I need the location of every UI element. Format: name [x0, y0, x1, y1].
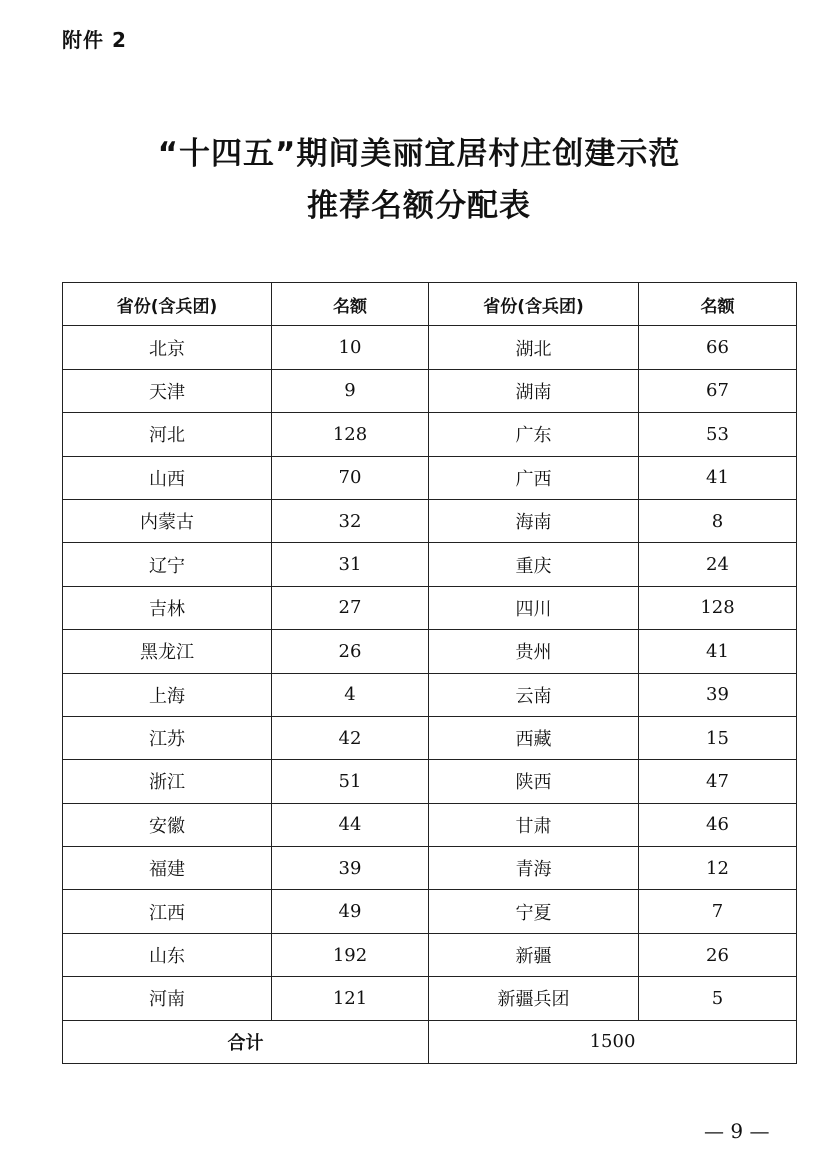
table-row: [63, 673, 797, 716]
table-row: [63, 543, 797, 586]
cell-quota-right: 15: [639, 716, 797, 759]
cell-quota-right: 26: [639, 933, 797, 976]
document-title-line-1: “十四五”期间美丽宜居村庄创建示范: [157, 136, 681, 172]
cell-quota-left: 70: [272, 456, 429, 499]
table-row: [63, 933, 797, 976]
cell-quota-right: 7: [639, 890, 797, 933]
total-label: 合计: [63, 1020, 429, 1063]
table-row: [63, 499, 797, 542]
cell-province-left: 河南: [63, 977, 272, 1020]
cell-quota-left: 32: [272, 499, 429, 542]
attachment-label: 附件 2: [62, 28, 127, 52]
cell-province-left: 浙江: [63, 760, 272, 803]
cell-quota-right: 47: [639, 760, 797, 803]
cell-province-right: 新疆兵团: [429, 977, 639, 1020]
cell-quota-left: 121: [272, 977, 429, 1020]
cell-quota-right: 67: [639, 369, 797, 412]
cell-quota-right: 66: [639, 326, 797, 369]
cell-province-left: 天津: [63, 369, 272, 412]
table-row: [63, 586, 797, 629]
page-number: — 9 —: [704, 1119, 770, 1143]
cell-quota-right: 41: [639, 456, 797, 499]
total-value: 1500: [429, 1020, 797, 1063]
cell-province-right: 甘肃: [429, 803, 639, 846]
cell-province-left: 山东: [63, 933, 272, 976]
cell-quota-left: 51: [272, 760, 429, 803]
cell-province-right: 西藏: [429, 716, 639, 759]
table-row: [63, 369, 797, 412]
table-row: [63, 456, 797, 499]
table-row: [63, 760, 797, 803]
table-row: [63, 326, 797, 369]
cell-province-right: 新疆: [429, 933, 639, 976]
quota-allocation-table: [62, 282, 797, 1064]
cell-province-right: 陕西: [429, 760, 639, 803]
table-body: [63, 326, 797, 1020]
cell-province-right: 广西: [429, 456, 639, 499]
cell-quota-right: 8: [639, 499, 797, 542]
cell-province-left: 内蒙古: [63, 499, 272, 542]
cell-quota-left: 192: [272, 933, 429, 976]
cell-province-right: 四川: [429, 586, 639, 629]
cell-quota-left: 27: [272, 586, 429, 629]
cell-quota-left: 9: [272, 369, 429, 412]
cell-quota-left: 49: [272, 890, 429, 933]
header-quota-left: 名额: [272, 283, 429, 326]
cell-quota-left: 4: [272, 673, 429, 716]
cell-province-right: 海南: [429, 499, 639, 542]
cell-province-left: 安徽: [63, 803, 272, 846]
cell-quota-right: 12: [639, 847, 797, 890]
table-row: [63, 630, 797, 673]
cell-quota-right: 41: [639, 630, 797, 673]
cell-quota-left: 26: [272, 630, 429, 673]
cell-province-left: 江苏: [63, 716, 272, 759]
cell-quota-right: 53: [639, 413, 797, 456]
cell-province-left: 福建: [63, 847, 272, 890]
header-province-left: 省份(含兵团): [63, 283, 272, 326]
cell-province-left: 辽宁: [63, 543, 272, 586]
cell-province-left: 江西: [63, 890, 272, 933]
cell-quota-left: 31: [272, 543, 429, 586]
cell-province-right: 宁夏: [429, 890, 639, 933]
header-quota-right: 名额: [639, 283, 797, 326]
table-row: [63, 413, 797, 456]
cell-province-right: 重庆: [429, 543, 639, 586]
table-row: [63, 977, 797, 1020]
table-row: [63, 716, 797, 759]
total-row: [63, 1020, 797, 1063]
cell-quota-left: 10: [272, 326, 429, 369]
cell-province-left: 上海: [63, 673, 272, 716]
cell-quota-left: 128: [272, 413, 429, 456]
cell-quota-right: 24: [639, 543, 797, 586]
header-province-right: 省份(含兵团): [429, 283, 639, 326]
cell-province-left: 黑龙江: [63, 630, 272, 673]
cell-province-left: 吉林: [63, 586, 272, 629]
cell-province-right: 广东: [429, 413, 639, 456]
cell-province-right: 湖南: [429, 369, 639, 412]
cell-quota-right: 39: [639, 673, 797, 716]
cell-province-right: 青海: [429, 847, 639, 890]
document-title-line-2: 推荐名额分配表: [307, 188, 531, 224]
cell-quota-left: 42: [272, 716, 429, 759]
cell-quota-right: 5: [639, 977, 797, 1020]
cell-quota-right: 128: [639, 586, 797, 629]
table-row: [63, 847, 797, 890]
cell-province-right: 湖北: [429, 326, 639, 369]
table-row: [63, 890, 797, 933]
cell-quota-right: 46: [639, 803, 797, 846]
table-header-row: [63, 283, 797, 326]
cell-quota-left: 44: [272, 803, 429, 846]
cell-quota-left: 39: [272, 847, 429, 890]
cell-province-right: 云南: [429, 673, 639, 716]
cell-province-left: 河北: [63, 413, 272, 456]
cell-province-left: 山西: [63, 456, 272, 499]
table-row: [63, 803, 797, 846]
cell-province-right: 贵州: [429, 630, 639, 673]
cell-province-left: 北京: [63, 326, 272, 369]
